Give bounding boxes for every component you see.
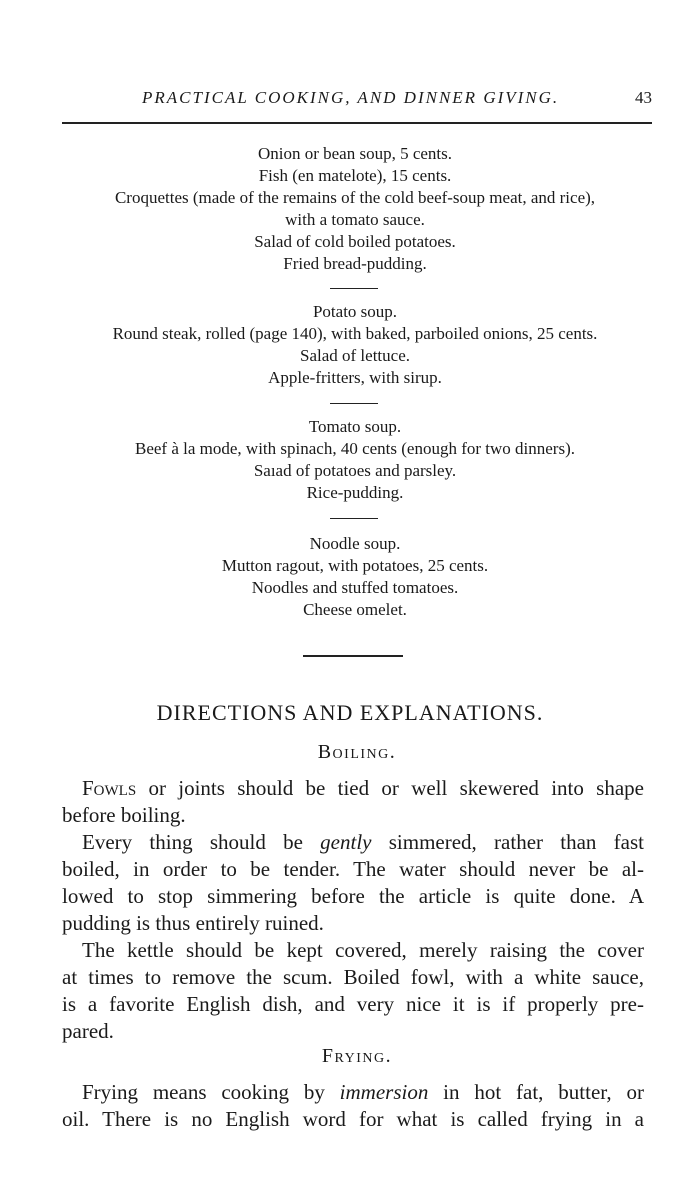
boiling-paragraph-1 bbox=[62, 775, 644, 829]
text-line: pudding is thus entirely ruined. bbox=[62, 911, 324, 935]
text-line: at times to remove the scum. Boiled fowl, with a white sauce, bbox=[62, 965, 644, 989]
menu-line: Croquettes (made of the remains of the cold beef-soup meat, and rice), bbox=[114, 188, 596, 207]
text-run: Every thing should be bbox=[82, 830, 321, 854]
section-divider bbox=[303, 655, 403, 657]
menu-line: Salad of cold boiled potatoes. bbox=[254, 232, 456, 251]
menu-divider bbox=[330, 403, 378, 404]
menu-line: Apple-fritters, with sirup. bbox=[268, 368, 442, 387]
section-heading: DIRECTIONS AND EXPLANATIONS. bbox=[156, 700, 544, 725]
text-run: or joints should be tied or well skewered into shape bbox=[136, 776, 644, 800]
running-title: PRACTICAL COOKING, AND DINNER GIVING. bbox=[142, 88, 560, 107]
menu-line: Tomato soup. bbox=[308, 417, 402, 436]
menu-line: Onion or bean soup, 5 cents. bbox=[257, 144, 453, 163]
menu-line: Fried bread-pudding. bbox=[283, 254, 427, 273]
boiling-paragraph-3 bbox=[62, 937, 644, 1045]
page-number: 43 bbox=[635, 88, 652, 107]
menu-line: Saıad of potatoes and parsley. bbox=[253, 461, 457, 480]
text-line: before boiling. bbox=[62, 803, 186, 827]
menu-line: Noodle soup. bbox=[309, 534, 401, 553]
text-line: is a favorite English dish, and very nice it is if properly pre- bbox=[62, 992, 644, 1016]
text-run: simmered, rather than fast bbox=[371, 830, 645, 854]
menu-line: Cheese omelet. bbox=[303, 600, 407, 619]
text-line: pared. bbox=[62, 1019, 114, 1043]
menu-line: with a tomato sauce. bbox=[285, 210, 425, 229]
menu-line: Mutton ragout, with potatoes, 25 cents. bbox=[221, 556, 489, 575]
menu-line: Potato soup. bbox=[312, 302, 398, 321]
lead-word: Fowls bbox=[82, 776, 137, 800]
menu-line: Rice-pudding. bbox=[306, 483, 404, 502]
menu-line: Salad of lettuce. bbox=[300, 346, 410, 365]
menu-divider bbox=[330, 518, 378, 519]
text-line bbox=[62, 829, 644, 856]
frying-paragraph-1 bbox=[62, 1079, 644, 1133]
text-line bbox=[62, 775, 644, 802]
boiling-heading: Boiling. bbox=[317, 741, 397, 763]
boiling-paragraph-2 bbox=[62, 829, 644, 937]
text-line: oil. There is no English word for what is called frying in a bbox=[62, 1107, 644, 1131]
text-run: Frying means cooking by bbox=[82, 1080, 340, 1104]
emphasis: immersion bbox=[339, 1080, 429, 1104]
menu-line: Noodles and stuffed tomatoes. bbox=[251, 578, 459, 597]
menu-line: Beef à la mode, with spinach, 40 cents (enough for two dinners). bbox=[135, 439, 575, 458]
header-rule bbox=[62, 122, 652, 124]
menu-divider bbox=[330, 288, 378, 289]
text-line: The kettle should be kept covered, merely raising the cover bbox=[82, 938, 644, 962]
text-run: in hot fat, butter, or bbox=[428, 1080, 644, 1104]
frying-heading: Frying. bbox=[321, 1045, 393, 1067]
emphasis: gently bbox=[320, 830, 372, 854]
text-line bbox=[62, 1079, 644, 1106]
menu-line: Fish (en matelote), 15 cents. bbox=[258, 166, 452, 185]
running-head bbox=[70, 88, 652, 118]
text-line: boiled, in order to be tender. The water should never be al- bbox=[62, 857, 644, 881]
text-line: lowed to stop simmering before the article is quite done. A bbox=[62, 884, 644, 908]
menu-line: Round steak, rolled (page 140), with baked, parboiled onions, 25 cents. bbox=[112, 324, 598, 343]
